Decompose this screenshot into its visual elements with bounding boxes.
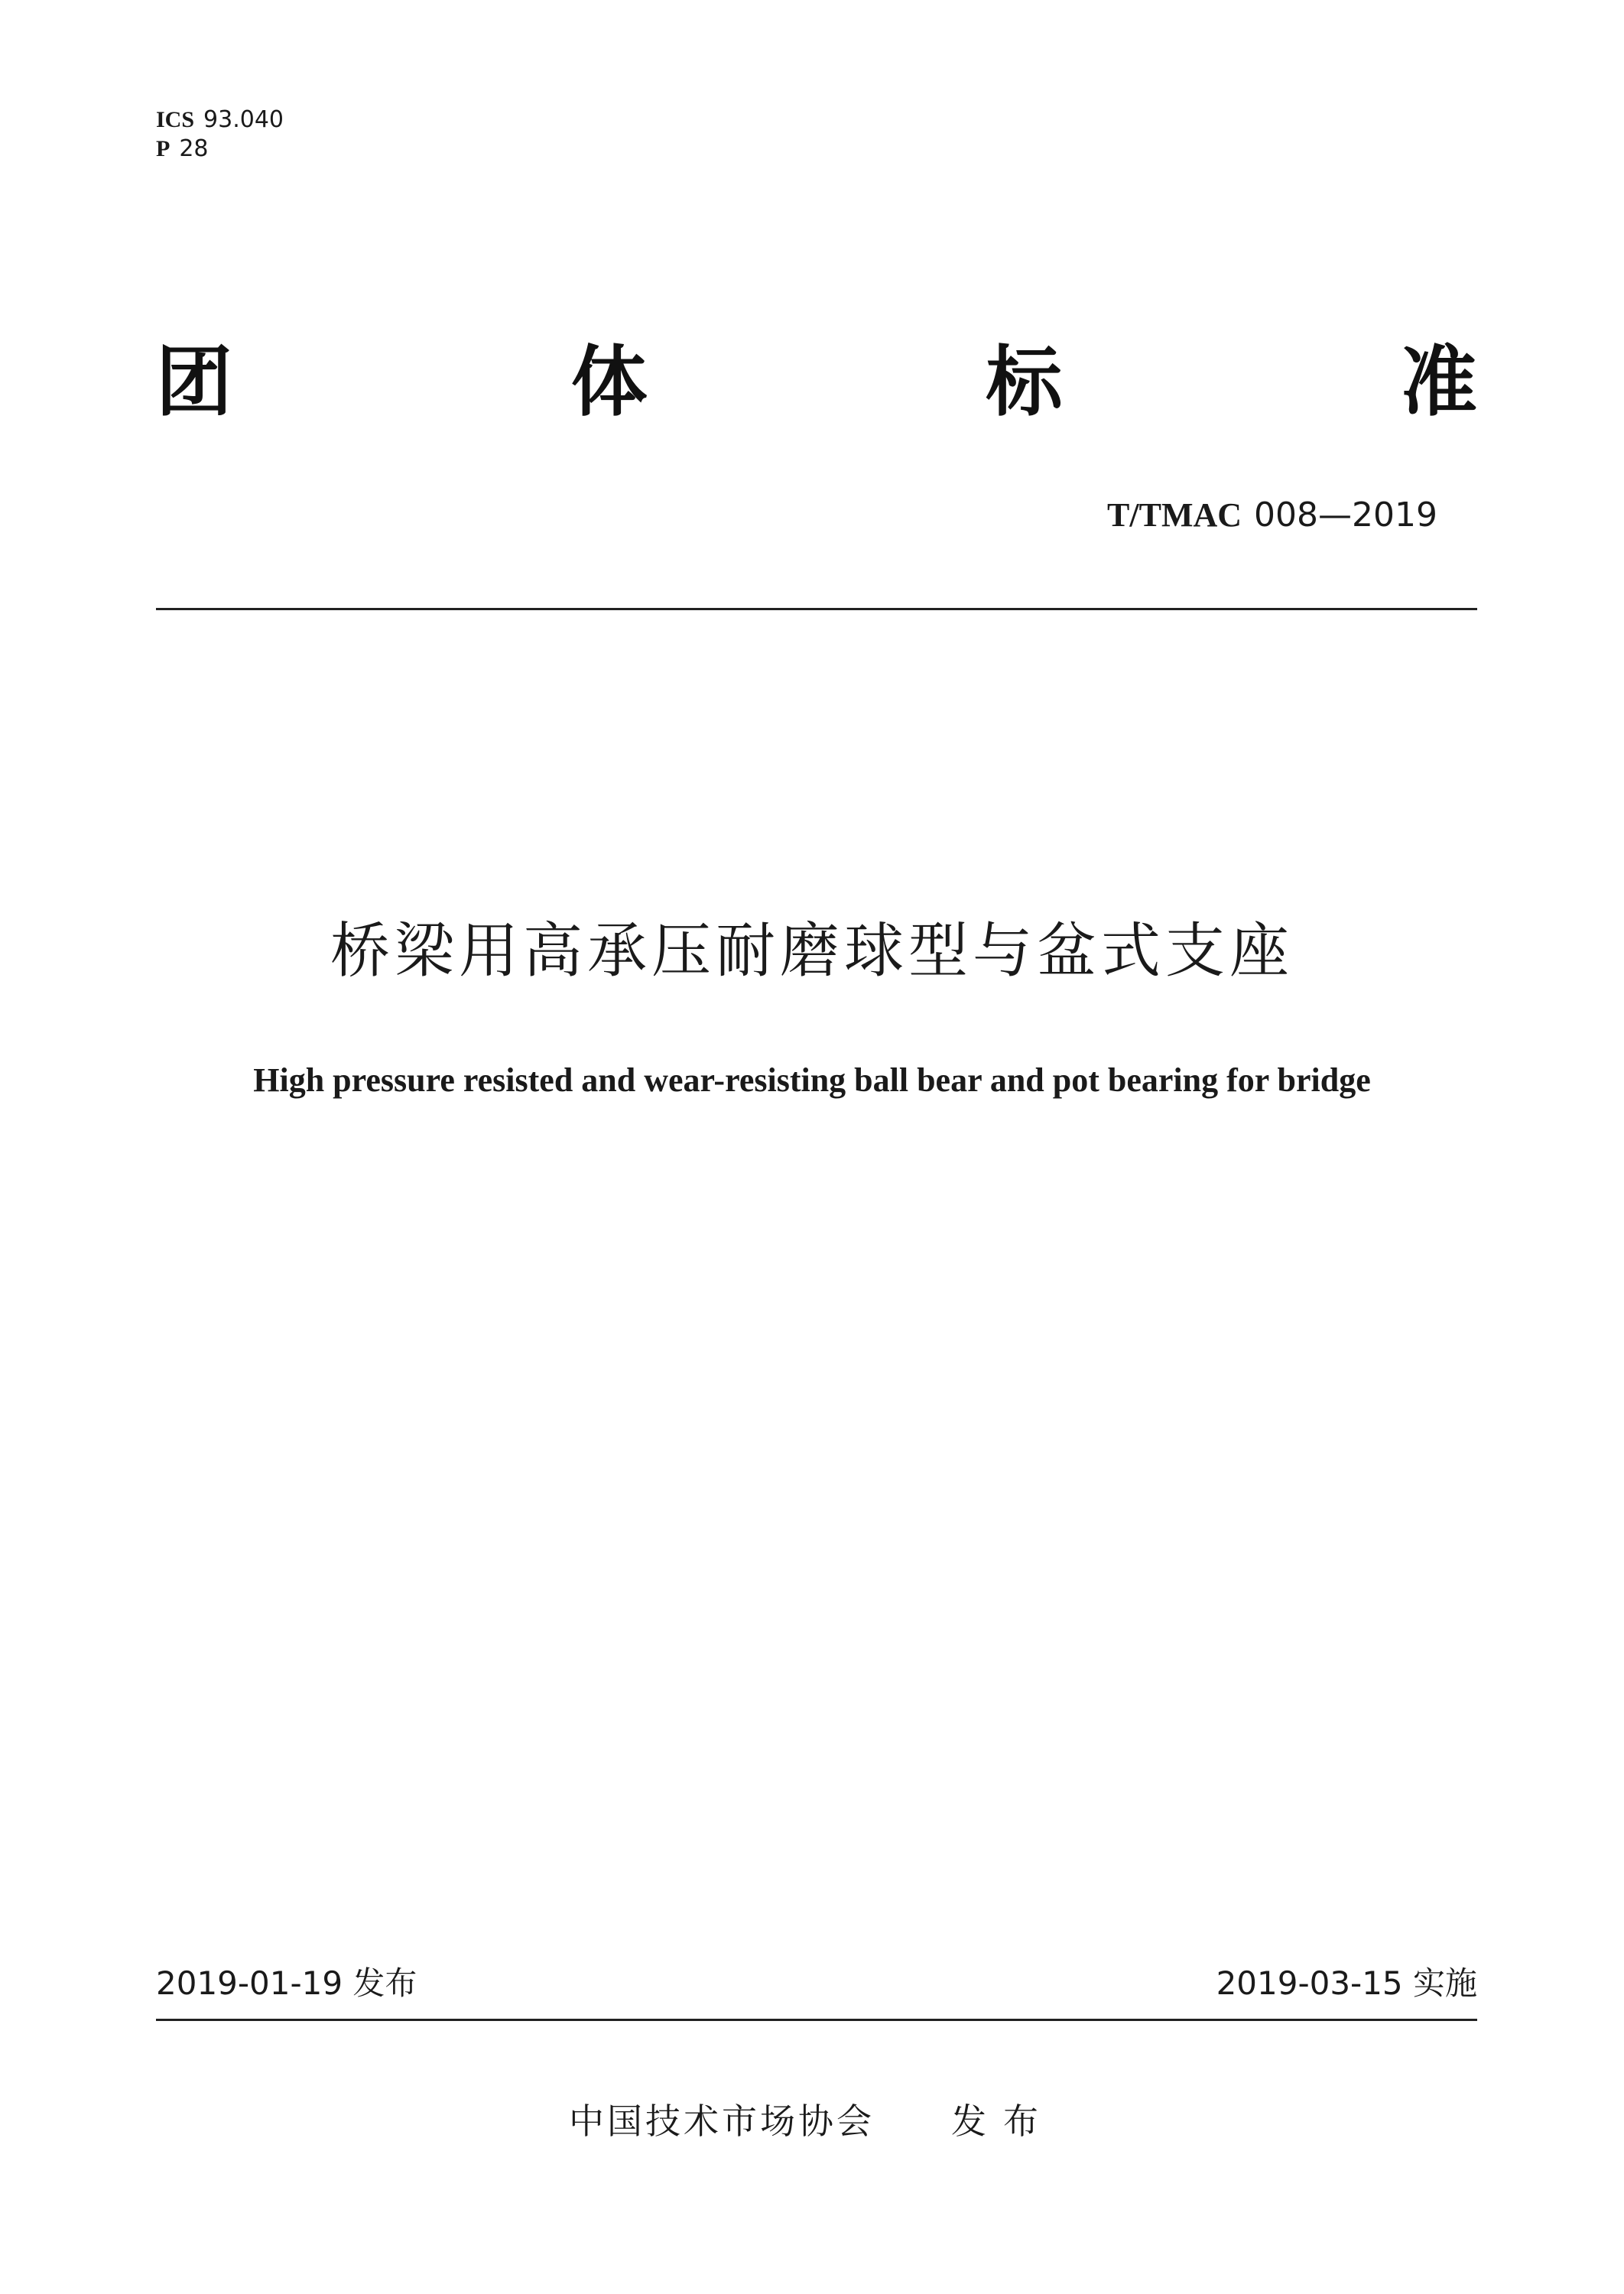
standard-type-char: 团 — [156, 337, 232, 427]
ics-classification — [156, 107, 284, 133]
standard-type-char: 标 — [986, 337, 1063, 427]
standard-type-char: 准 — [1400, 337, 1477, 427]
publisher-action: 发布 — [951, 2101, 1055, 2142]
publisher-name: 中国技术市场协会 — [569, 2101, 875, 2142]
standard-number — [1107, 496, 1437, 535]
implement-date: 2019-03-15 实施 — [1216, 1964, 1477, 2002]
publish-date: 2019-01-19 发布 — [156, 1964, 417, 2002]
title-english: High pressure resisted and wear-resisting ball bear and pot bearing for bridge — [253, 1061, 1371, 1099]
standard-number-prefix: T/TMAC — [1107, 496, 1242, 534]
top-divider — [156, 608, 1477, 610]
standard-number-value: 008—2019 — [1254, 496, 1437, 535]
standard-type-heading — [156, 336, 1477, 428]
publisher-line — [0, 2100, 1624, 2143]
bottom-divider — [156, 2019, 1477, 2021]
ccs-classification — [156, 136, 209, 162]
ics-label: ICS — [156, 107, 195, 132]
ccs-value: 28 — [179, 135, 209, 162]
title-chinese: 桥梁用高承压耐磨球型与盆式支座 — [330, 917, 1294, 986]
ccs-label: P — [156, 136, 171, 161]
standard-type-char: 体 — [570, 337, 648, 427]
ics-value: 93.040 — [203, 106, 284, 133]
